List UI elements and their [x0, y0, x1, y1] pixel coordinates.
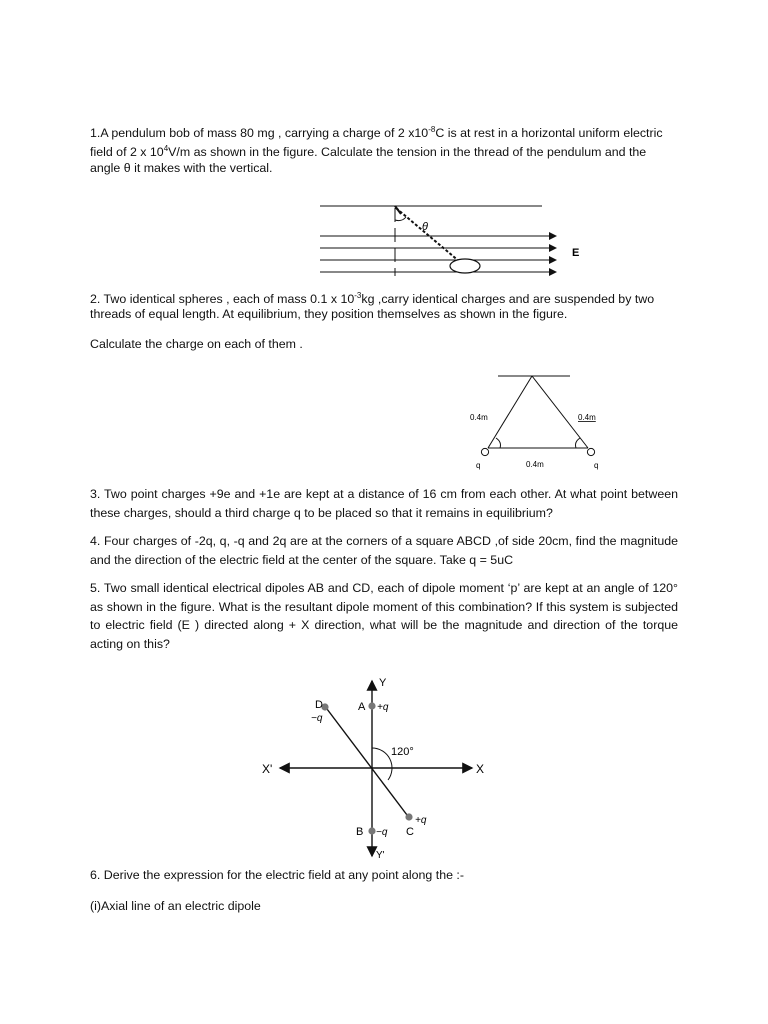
point-d-label: D — [315, 699, 323, 711]
x-label: X — [476, 762, 485, 776]
right-charge-label: q — [594, 461, 599, 470]
left-angle-arc — [496, 438, 501, 448]
x-prime-label: X' — [262, 762, 273, 776]
q1-line-1: 1.A pendulum bob of mass 80 mg , carrying a charge of 2 $x10^{-8}C$ is at rest in a horizontal uniform electric — [90, 125, 663, 141]
charge-a — [368, 702, 375, 709]
question-5: 5. Two small identical electrical dipoles AB and CD, each of dipole moment ‘p’ are kept at an angle of 120° as shown in the figure. What is the resultant dipole moment of this combination? If this system is subjected to electric field (E ) directed along + X direction, what will be the magnitude and direction of the torque acting on this? — [90, 581, 678, 651]
q1-line-2: field of 2 x $10^4V/m$ as shown in the figure. Calculate the tension in the thread of the pendulum and the — [90, 144, 647, 160]
pendulum-bob — [450, 259, 480, 273]
dipole-figure — [258, 676, 498, 860]
charge-c — [405, 813, 412, 820]
q2-line-1: 2. Two identical spheres , each of mass 0.1 x $10^{-3}kg$ ,carry identical charges and are suspended by two — [90, 291, 655, 307]
angle-arc — [395, 217, 406, 221]
right-angle-arc — [576, 438, 581, 448]
separation-label: 0.4m — [526, 460, 544, 469]
question-6-part-i: (i)Axial line of an electric dipole — [90, 899, 261, 913]
q2-line-3: Calculate the charge on each of them . — [90, 337, 303, 351]
left-charge-label: q — [476, 461, 481, 470]
point-b-label: B — [356, 826, 364, 838]
right-thread — [532, 376, 588, 448]
charge-a-label: +q — [377, 702, 389, 713]
charge-d-label: −q — [311, 713, 323, 724]
left-sphere — [481, 448, 488, 455]
angle-label: 120° — [391, 746, 414, 758]
field-label: E — [572, 247, 580, 259]
q2-line-2: threads of equal length. At equilibrium, they position themselves as shown in the figure. — [90, 307, 568, 321]
question-3: 3. Two point charges +9e and +1e are kept at a distance of 16 cm from each other. At what point between these charges, should a third charge q to be placed so that it remains in equilibrium? — [90, 487, 678, 520]
charge-b — [368, 827, 375, 834]
dipole-cd — [327, 709, 407, 815]
pendulum-figure — [310, 198, 600, 280]
theta-label: θ — [422, 221, 428, 233]
left-thread-label: 0.4m — [470, 413, 488, 422]
point-a-label: A — [358, 701, 366, 713]
charge-b-label: −q — [376, 827, 388, 838]
angle-arc — [372, 748, 392, 780]
right-thread-label: 0.4m — [578, 413, 596, 422]
q1-line-3: angle θ it makes with the vertical. — [90, 161, 273, 175]
pendulum-thread — [396, 208, 460, 262]
y-label: Y — [379, 677, 387, 689]
question-4: 4. Four charges of -2q, q, -q and 2q are at the corners of a square ABCD ,of side 20cm, find the magnitude and the direction of the electric field at the center of the square. Take q = 5uC — [90, 534, 678, 567]
left-thread — [488, 376, 532, 448]
question-6: 6. Derive the expression for the electric field at any point along the :- — [90, 868, 464, 882]
right-sphere — [587, 448, 594, 455]
point-c-label: C — [406, 826, 414, 838]
y-prime-label: Y' — [376, 850, 385, 860]
spheres-figure — [460, 368, 620, 476]
charge-c-label: +q — [415, 815, 427, 826]
